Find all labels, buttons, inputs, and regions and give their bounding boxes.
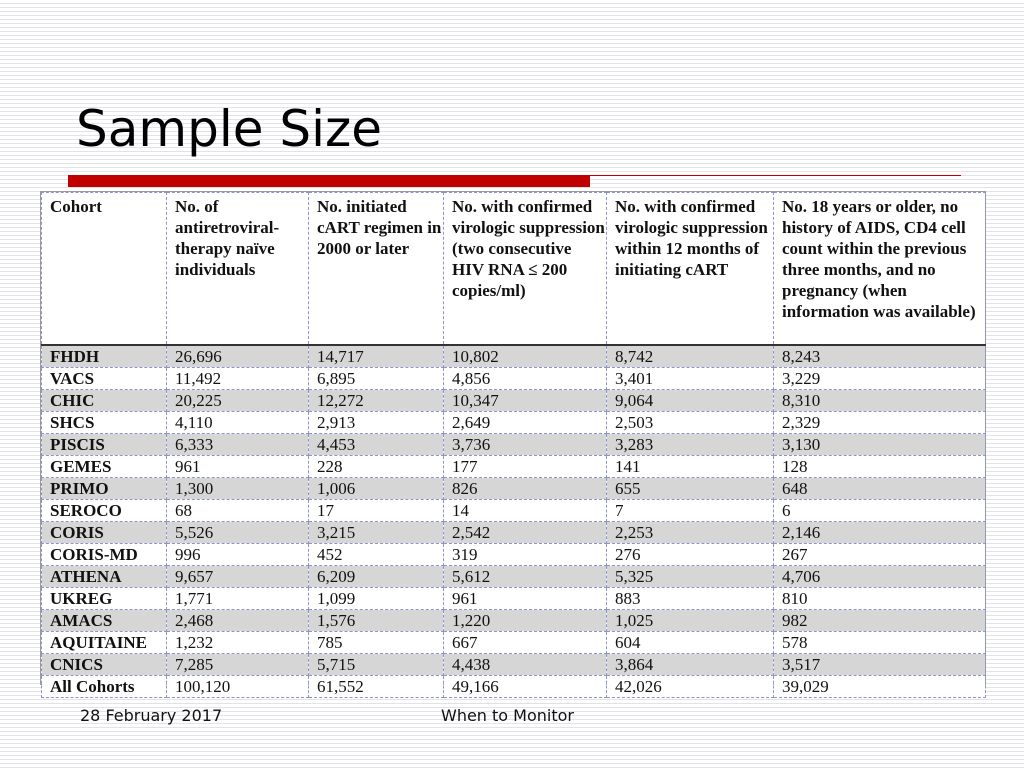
eligible-adults-cell: 267: [774, 544, 986, 566]
footer-subtitle: When to Monitor: [441, 706, 574, 725]
confirmed-suppression-cell: 1,220: [444, 610, 607, 632]
cohort-name-cell: PISCIS: [42, 434, 167, 456]
initiated-cart-cell: 3,215: [309, 522, 444, 544]
header-cohort: Cohort: [42, 193, 167, 346]
confirmed-suppression-cell: 2,542: [444, 522, 607, 544]
suppression-12-months-cell: 3,283: [607, 434, 774, 456]
naive-individuals-cell: 6,333: [167, 434, 309, 456]
suppression-12-months-cell: 3,864: [607, 654, 774, 676]
confirmed-suppression-cell: 10,347: [444, 390, 607, 412]
eligible-adults-cell: 578: [774, 632, 986, 654]
initiated-cart-cell: 1,576: [309, 610, 444, 632]
naive-individuals-cell: 5,526: [167, 522, 309, 544]
suppression-12-months-cell: 5,325: [607, 566, 774, 588]
initiated-cart-cell: 6,895: [309, 368, 444, 390]
naive-individuals-cell: 11,492: [167, 368, 309, 390]
naive-individuals-cell: 4,110: [167, 412, 309, 434]
initiated-cart-cell: 1,006: [309, 478, 444, 500]
initiated-cart-cell: 452: [309, 544, 444, 566]
suppression-12-months-cell: 9,064: [607, 390, 774, 412]
cohort-name-cell: CORIS-MD: [42, 544, 167, 566]
confirmed-suppression-cell: 319: [444, 544, 607, 566]
cohort-name-cell: VACS: [42, 368, 167, 390]
table-row: [42, 544, 986, 566]
naive-individuals-cell: 961: [167, 456, 309, 478]
naive-individuals-cell: 26,696: [167, 345, 309, 368]
suppression-12-months-cell: 42,026: [607, 676, 774, 698]
cohort-name-cell: All Cohorts: [42, 676, 167, 698]
initiated-cart-cell: 17: [309, 500, 444, 522]
naive-individuals-cell: 1,300: [167, 478, 309, 500]
cohort-name-cell: FHDH: [42, 345, 167, 368]
confirmed-suppression-cell: 2,649: [444, 412, 607, 434]
initiated-cart-cell: 228: [309, 456, 444, 478]
eligible-adults-cell: 3,517: [774, 654, 986, 676]
initiated-cart-cell: 14,717: [309, 345, 444, 368]
initiated-cart-cell: 12,272: [309, 390, 444, 412]
initiated-cart-cell: 4,453: [309, 434, 444, 456]
header-suppression-12-months: No. with confirmed virologic suppression within 12 months of initiating cART: [607, 193, 774, 346]
table-row: [42, 588, 986, 610]
confirmed-suppression-cell: 826: [444, 478, 607, 500]
table-row: [42, 368, 986, 390]
title-accent-bar: [68, 175, 961, 187]
table-row: [42, 654, 986, 676]
table-row: [42, 566, 986, 588]
cohort-name-cell: AQUITAINE: [42, 632, 167, 654]
naive-individuals-cell: 100,120: [167, 676, 309, 698]
naive-individuals-cell: 20,225: [167, 390, 309, 412]
confirmed-suppression-cell: 14: [444, 500, 607, 522]
confirmed-suppression-cell: 49,166: [444, 676, 607, 698]
initiated-cart-cell: 5,715: [309, 654, 444, 676]
accent-bar-thick: [68, 175, 590, 187]
initiated-cart-cell: 1,099: [309, 588, 444, 610]
table-row: [42, 434, 986, 456]
table-row: [42, 456, 986, 478]
table-row: [42, 478, 986, 500]
eligible-adults-cell: 982: [774, 610, 986, 632]
eligible-adults-cell: 648: [774, 478, 986, 500]
eligible-adults-cell: 8,243: [774, 345, 986, 368]
table-row: [42, 676, 986, 698]
confirmed-suppression-cell: 4,438: [444, 654, 607, 676]
eligible-adults-cell: 810: [774, 588, 986, 610]
header-initiated-cart: No. initiated cART regimen in 2000 or later: [309, 193, 444, 346]
eligible-adults-cell: 39,029: [774, 676, 986, 698]
confirmed-suppression-cell: 961: [444, 588, 607, 610]
header-naive-individuals: No. of antiretroviral-therapy naïve individuals: [167, 193, 309, 346]
suppression-12-months-cell: 3,401: [607, 368, 774, 390]
cohort-name-cell: UKREG: [42, 588, 167, 610]
table-row: [42, 500, 986, 522]
suppression-12-months-cell: 883: [607, 588, 774, 610]
cohort-table: [41, 192, 986, 698]
table-row: [42, 390, 986, 412]
header-eligible-adults: No. 18 years or older, no history of AIDS, CD4 cell count within the previous three months, and no pregnancy (when information was available): [774, 193, 986, 346]
eligible-adults-cell: 2,146: [774, 522, 986, 544]
eligible-adults-cell: 4,706: [774, 566, 986, 588]
suppression-12-months-cell: 1,025: [607, 610, 774, 632]
suppression-12-months-cell: 2,503: [607, 412, 774, 434]
accent-bar-thin: [590, 175, 961, 176]
suppression-12-months-cell: 655: [607, 478, 774, 500]
slide-title: Sample Size: [76, 100, 383, 158]
table-header-row: [42, 193, 986, 346]
confirmed-suppression-cell: 5,612: [444, 566, 607, 588]
naive-individuals-cell: 996: [167, 544, 309, 566]
confirmed-suppression-cell: 177: [444, 456, 607, 478]
cohort-name-cell: ATHENA: [42, 566, 167, 588]
table-row: [42, 522, 986, 544]
naive-individuals-cell: 1,771: [167, 588, 309, 610]
header-confirmed-suppression: No. with confirmed virologic suppression (two consecutive HIV RNA ≤ 200 copies/ml): [444, 193, 607, 346]
cohort-name-cell: SEROCO: [42, 500, 167, 522]
cohort-name-cell: CHIC: [42, 390, 167, 412]
suppression-12-months-cell: 276: [607, 544, 774, 566]
suppression-12-months-cell: 8,742: [607, 345, 774, 368]
naive-individuals-cell: 9,657: [167, 566, 309, 588]
cohort-name-cell: SHCS: [42, 412, 167, 434]
eligible-adults-cell: 128: [774, 456, 986, 478]
confirmed-suppression-cell: 10,802: [444, 345, 607, 368]
cohort-name-cell: CNICS: [42, 654, 167, 676]
table-row: [42, 412, 986, 434]
initiated-cart-cell: 6,209: [309, 566, 444, 588]
naive-individuals-cell: 7,285: [167, 654, 309, 676]
table-row: [42, 632, 986, 654]
naive-individuals-cell: 2,468: [167, 610, 309, 632]
eligible-adults-cell: 2,329: [774, 412, 986, 434]
suppression-12-months-cell: 2,253: [607, 522, 774, 544]
table-row: [42, 345, 986, 368]
initiated-cart-cell: 785: [309, 632, 444, 654]
suppression-12-months-cell: 604: [607, 632, 774, 654]
eligible-adults-cell: 3,229: [774, 368, 986, 390]
sample-size-table: [40, 191, 986, 696]
naive-individuals-cell: 68: [167, 500, 309, 522]
table-row: [42, 610, 986, 632]
eligible-adults-cell: 8,310: [774, 390, 986, 412]
cohort-name-cell: PRIMO: [42, 478, 167, 500]
eligible-adults-cell: 3,130: [774, 434, 986, 456]
confirmed-suppression-cell: 3,736: [444, 434, 607, 456]
cohort-name-cell: AMACS: [42, 610, 167, 632]
confirmed-suppression-cell: 667: [444, 632, 607, 654]
initiated-cart-cell: 61,552: [309, 676, 444, 698]
initiated-cart-cell: 2,913: [309, 412, 444, 434]
suppression-12-months-cell: 141: [607, 456, 774, 478]
confirmed-suppression-cell: 4,856: [444, 368, 607, 390]
footer-date: 28 February 2017: [80, 706, 223, 725]
cohort-name-cell: GEMES: [42, 456, 167, 478]
eligible-adults-cell: 6: [774, 500, 986, 522]
naive-individuals-cell: 1,232: [167, 632, 309, 654]
cohort-name-cell: CORIS: [42, 522, 167, 544]
suppression-12-months-cell: 7: [607, 500, 774, 522]
